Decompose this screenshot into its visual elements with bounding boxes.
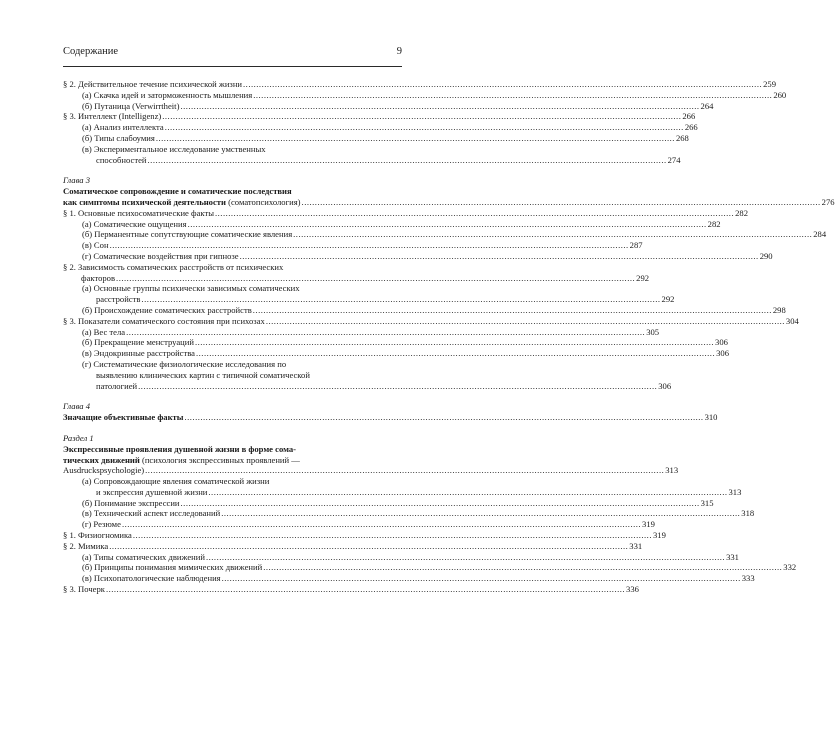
toc-entry-line (63, 562, 797, 573)
toc-entry-text (82, 508, 220, 519)
toc-entry-text (82, 144, 266, 155)
toc-entry-plain-text: способностей (96, 154, 147, 165)
toc-entry (63, 207, 748, 219)
toc-page-number: 304 (785, 315, 799, 326)
dot-leader (195, 337, 714, 348)
dot-leader (162, 111, 681, 122)
dot-leader (145, 465, 664, 476)
dot-leader (266, 316, 785, 327)
toc-entry (63, 562, 797, 573)
toc-entry-plain-text: (г) Резюме (82, 519, 121, 530)
toc-page-number: 292 (661, 294, 675, 305)
toc-entry-plain-text: (б) Происхождение соматических расстройств (82, 304, 252, 315)
toc-entry-line (63, 132, 689, 144)
toc-entry-plain-text: (а) Типы соматических движений (82, 551, 205, 562)
toc-entry-text (82, 90, 252, 101)
toc-entry-line (63, 100, 714, 112)
toc-entry-plain-text: § 1. Основные психосоматические факты (63, 207, 214, 218)
toc-page-number: 318 (741, 508, 755, 519)
toc-entry-line (63, 370, 402, 381)
dot-leader (181, 498, 700, 509)
toc-entry (63, 551, 739, 563)
toc-entry (63, 89, 787, 101)
toc-entry-plain-text: Ausdruckspsychologie) (63, 465, 145, 476)
toc-page-number: 306 (658, 380, 672, 391)
toc-entry-line (63, 122, 698, 133)
toc-entry-plain-text: патологией (96, 380, 138, 391)
toc-entry-text (63, 412, 183, 423)
toc-entry-plain-text: (а) Скачка идей и заторможенность мышления (82, 89, 253, 100)
toc-entry (63, 143, 681, 166)
toc-entry (63, 122, 698, 133)
toc-entry-text (96, 370, 310, 381)
toc-entry-line (63, 144, 402, 155)
toc-entry-line (63, 315, 799, 327)
toc-page-number: 331 (629, 540, 643, 551)
toc-entry-line (63, 476, 402, 487)
toc-entry (63, 337, 728, 348)
dot-leader (110, 240, 629, 251)
toc-page-number: 306 (715, 337, 728, 348)
toc-entry-line (63, 359, 402, 370)
toc-page-number: 282 (707, 218, 721, 229)
toc-entry-bold-text: Значащие объективные факты (63, 412, 184, 423)
toc-entry-text (96, 487, 207, 498)
toc-entry-text (63, 444, 296, 455)
toc-entry-text (63, 530, 132, 541)
toc-entry-text (82, 327, 125, 338)
toc-entry-plain-text: (б) Путаница (Verwirrtheit) (82, 100, 180, 111)
toc-entry-bold-text: Экспрессивные проявления душевной жизни в форме сома- (63, 443, 297, 454)
toc-entry-bold-text: как симптомы психической деятельности (63, 196, 226, 207)
toc-entry-text (96, 155, 147, 166)
toc-entry-line (63, 196, 835, 208)
toc-entry-line (63, 111, 696, 122)
toc-entry-line (63, 262, 402, 273)
toc-entry-text (63, 316, 265, 327)
toc-entry (63, 358, 672, 391)
toc-entry (63, 218, 721, 230)
toc-entry-text (63, 541, 108, 552)
toc-entry-line (63, 540, 643, 552)
dot-leader (141, 294, 660, 305)
toc-entry (63, 229, 827, 240)
chapter-heading: Глава 4 (63, 401, 90, 412)
toc-entry-plain-text: (в) Технический аспект исследований (82, 508, 221, 519)
running-header-title: Содержание (63, 46, 119, 57)
toc-entry-text (63, 186, 292, 197)
toc-page-number: 274 (667, 154, 681, 165)
toc-entry-plain-text: (б) Перманентные сопутствующие соматические явления (82, 229, 293, 240)
toc-entry-text (82, 562, 262, 573)
toc-entry (63, 100, 714, 112)
toc-entry-plain-text: факторов (81, 272, 116, 283)
chapter-heading: Глава 3 (63, 175, 90, 186)
toc-page-number: 284 (813, 229, 827, 240)
toc-page-number: 331 (726, 551, 739, 562)
toc-entry-plain-text: расстройств (96, 294, 141, 305)
dot-leader (215, 208, 734, 219)
toc-entry-text (82, 122, 164, 133)
toc-entry (63, 326, 660, 338)
dot-leader (263, 562, 782, 573)
toc-page-number: 292 (636, 272, 650, 283)
toc-entry-plain-text: (а) Анализ интеллекта (82, 122, 164, 133)
toc-entry-bold-text: тических движений (63, 454, 140, 465)
dot-leader (206, 552, 725, 563)
toc-page-number: 336 (626, 584, 639, 595)
toc-entry-text (82, 240, 109, 251)
dot-leader (302, 197, 821, 208)
dot-leader (180, 101, 699, 112)
toc-entry-line (63, 294, 675, 305)
toc-page-number: 264 (700, 100, 714, 111)
toc-page-number: 282 (735, 207, 748, 218)
toc-entry-line (63, 79, 777, 90)
toc-entry-line (63, 272, 650, 284)
toc-entry (63, 508, 755, 519)
dot-leader (109, 541, 628, 552)
toc-entry-plain-text: (в) Эндокринные расстройства (82, 348, 195, 359)
dot-leader (243, 79, 762, 90)
toc-entry-text (82, 337, 194, 348)
toc-entry-plain-text: § 2. Мимика (63, 540, 109, 551)
toc-entry-line (63, 497, 714, 509)
chapter-heading: Раздел 1 (63, 432, 94, 443)
toc-entry-text (96, 294, 140, 305)
toc-page-number: 266 (682, 111, 696, 122)
toc-entry-line (63, 250, 773, 262)
toc-entry-plain-text: (в) Экспериментальное исследование умственных (82, 143, 266, 154)
toc-entry-text (82, 552, 205, 563)
toc-entry (63, 132, 689, 144)
toc-entry-line (63, 326, 660, 338)
toc-entry-plain-text: (а) Соматические ощущения (82, 218, 187, 229)
toc-entry-text (63, 262, 283, 273)
toc-entry-line (63, 218, 721, 230)
toc-entry (63, 111, 696, 122)
toc-page-number: 287 (629, 240, 643, 251)
dot-leader (133, 530, 652, 541)
toc-entry-line (63, 573, 755, 584)
toc-entry (63, 412, 718, 423)
toc-entry-text (82, 359, 286, 370)
toc-entry-plain-text: (б) Типы слабоумия (82, 132, 155, 143)
table-of-contents (63, 79, 835, 595)
toc-page-number: 290 (759, 250, 773, 261)
dot-leader (126, 327, 645, 338)
toc-entry (63, 573, 755, 584)
toc-entry-line (63, 207, 748, 219)
toc-entry-line (63, 486, 742, 498)
toc-page-number: 259 (763, 79, 777, 89)
toc-entry-text (82, 519, 121, 530)
toc-entry (63, 304, 786, 316)
toc-page-number: 266 (684, 122, 698, 133)
toc-entry-text (82, 229, 292, 240)
toc-entry-line (63, 444, 402, 455)
toc-entry-line (63, 337, 728, 348)
toc-entry-text (81, 273, 115, 284)
dot-leader (196, 348, 715, 359)
toc-entry-line (63, 283, 402, 294)
toc-page-number: 310 (704, 412, 718, 423)
toc-page-number: 298 (772, 304, 786, 315)
toc-entry-plain-text: (г) Систематические физиологические исследования по (82, 358, 287, 369)
toc-page-number: 268 (675, 132, 689, 143)
toc-entry-line (63, 584, 639, 595)
toc-entry (63, 540, 643, 552)
dot-leader (116, 273, 635, 284)
toc-entry-plain-text: (а) Сопровождающие явления соматической жизни (82, 476, 270, 487)
toc-entry-line (63, 304, 786, 316)
toc-entry-text (96, 381, 137, 392)
dot-leader (293, 229, 812, 240)
toc-entry-text (63, 79, 242, 90)
dot-leader (188, 219, 707, 230)
toc-entry-plain-text: (в) Психопатологические наблюдения (82, 573, 221, 584)
toc-entry-plain-text: § 3. Почерк (63, 584, 105, 595)
toc-entry (63, 348, 729, 359)
toc-entry-plain-text: § 3. Показатели соматического состояния при психозах (63, 315, 265, 326)
toc-entry-line (63, 229, 827, 240)
dot-leader (122, 519, 641, 530)
toc-entry-plain-text: (психология экспрессивных проявлений — (139, 454, 300, 465)
toc-entry-bold-text: Соматическое сопровождение и соматические последствия (63, 186, 292, 197)
dot-leader (240, 251, 759, 262)
toc-page-number: 332 (783, 562, 797, 573)
dot-leader (106, 584, 625, 595)
toc-entry (63, 240, 643, 251)
toc-entry-plain-text: (соматопсихология) (225, 196, 301, 207)
toc-entry-text (82, 305, 252, 316)
toc-entry (63, 476, 742, 498)
dot-leader (184, 412, 703, 423)
toc-entry-line (63, 380, 672, 392)
toc-entry-line (63, 455, 402, 466)
toc-entry (63, 584, 639, 595)
toc-entry-text (82, 476, 269, 487)
section-gap (63, 165, 402, 175)
toc-entry (63, 250, 773, 262)
toc-entry (63, 315, 799, 327)
toc-entry-line (63, 240, 643, 251)
toc-entry-line (63, 154, 681, 166)
dot-leader (148, 155, 667, 166)
toc-entry (63, 530, 666, 541)
toc-entry-plain-text: и экспрессия душевной жизни (96, 486, 208, 497)
section-gap (63, 391, 402, 401)
toc-entry-plain-text: § 2. Действительное течение психической жизни (63, 79, 243, 89)
toc-page-number: 306 (716, 348, 729, 359)
toc-entry (63, 283, 675, 305)
toc-entry-plain-text: (г) Соматические воздействия при гипнозе (82, 250, 239, 261)
toc-entry-plain-text: (а) Вес тела (82, 326, 126, 337)
toc-entry-text (63, 197, 301, 208)
dot-leader (222, 573, 741, 584)
toc-entry-plain-text: (б) Понимание экспрессии (82, 497, 180, 508)
toc-entry (63, 186, 835, 208)
header-rule (63, 66, 402, 67)
toc-entry-plain-text: (б) Принципы понимания мимических движений (82, 562, 263, 573)
toc-entry (63, 443, 679, 476)
toc-entry-plain-text: § 3. Интеллект (Intelligenz) (63, 111, 162, 122)
toc-entry-plain-text: § 2. Зависимость соматических расстройств от психических (63, 261, 284, 272)
toc-entry-line (63, 508, 755, 519)
toc-entry-line (63, 519, 655, 530)
toc-page-number: 315 (700, 497, 714, 508)
toc-entry-text (82, 251, 239, 262)
toc-entry-plain-text: (б) Прекращение менструаций (82, 337, 194, 348)
toc-entry-line (63, 186, 402, 197)
toc-entry (63, 79, 777, 90)
toc-entry-line (63, 412, 718, 423)
dot-leader (253, 305, 772, 316)
toc-entry-text (82, 498, 180, 509)
toc-entry-text (63, 208, 214, 219)
toc-page-number: 319 (642, 519, 655, 530)
toc-entry-text (82, 133, 155, 144)
toc-entry-text (63, 455, 300, 466)
toc-entry-text (82, 573, 221, 584)
toc-entry-line (63, 465, 679, 476)
toc-entry-text (63, 111, 161, 122)
toc-entry-text (63, 465, 144, 476)
section-gap (63, 423, 402, 433)
toc-page-number: 333 (741, 573, 755, 584)
toc-entry-line (63, 89, 787, 101)
dot-leader (221, 508, 740, 519)
toc-entry-plain-text: (а) Основные группы психически зависимых соматических (82, 283, 300, 294)
toc-page-number: 260 (773, 89, 787, 100)
toc-page-number: 305 (646, 326, 660, 337)
toc-entry-text (82, 101, 179, 112)
toc-entry (63, 497, 714, 509)
toc-entry-text (82, 219, 187, 230)
dot-leader (165, 122, 684, 133)
toc-page-number: 313 (728, 486, 742, 497)
toc-entry-line (63, 551, 739, 563)
dot-leader (253, 90, 772, 101)
toc-entry-text (82, 283, 300, 294)
toc-entry (63, 519, 655, 530)
page-number: 9 (396, 46, 402, 57)
toc-entry-line (63, 348, 729, 359)
toc-entry-plain-text: § 1. Физиогномика (63, 530, 132, 541)
toc-page-number: 276 (821, 196, 835, 207)
dot-leader (138, 381, 657, 392)
toc-entry-text (82, 348, 195, 359)
toc-entry-plain-text: выявлению клинических картин с типичной соматической (96, 369, 310, 380)
toc-page-number: 313 (665, 465, 679, 476)
running-header (63, 46, 402, 57)
toc-page-number: 319 (652, 530, 666, 541)
toc-entry-plain-text: (в) Сон (82, 240, 109, 251)
dot-leader (208, 487, 727, 498)
toc-entry-line (63, 530, 666, 541)
dot-leader (156, 133, 675, 144)
toc-entry (63, 261, 650, 284)
toc-entry-text (63, 584, 105, 595)
